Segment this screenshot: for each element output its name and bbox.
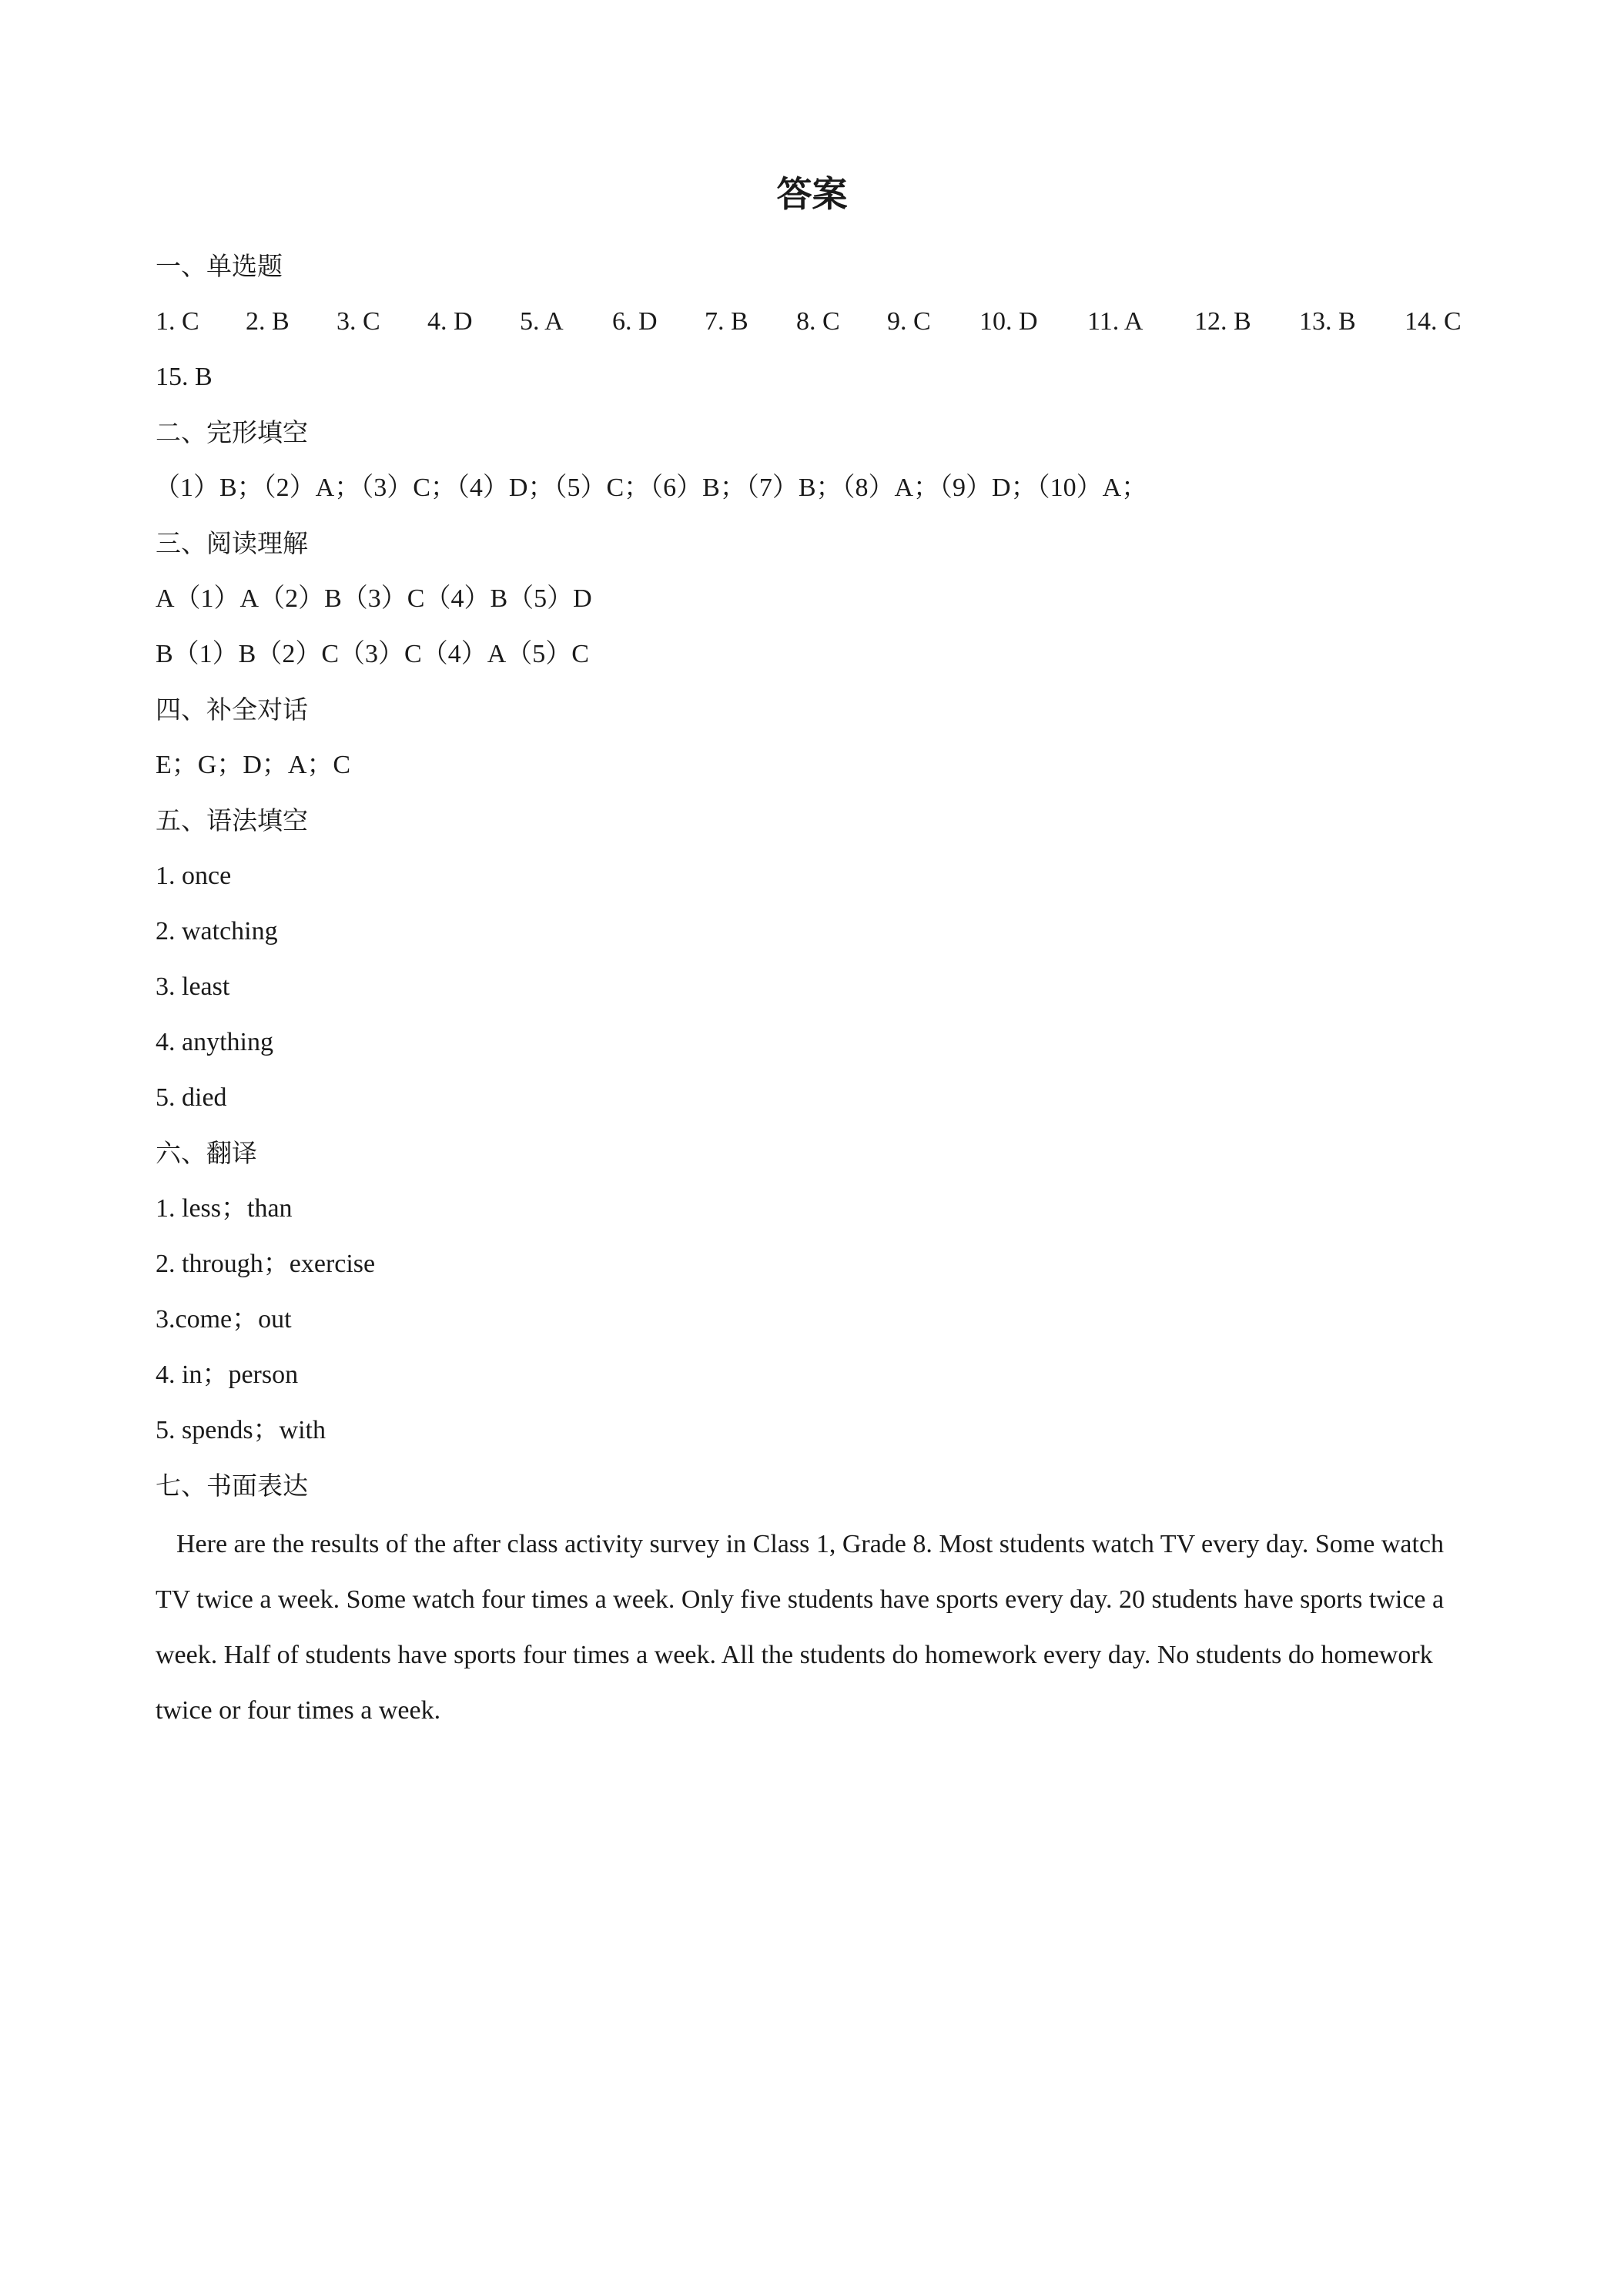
answer-item: 15. B — [156, 363, 213, 391]
section-heading-cloze: 二、完形填空 — [156, 417, 308, 447]
answer-item: 8. C — [796, 307, 840, 336]
answer-item: 10. D — [979, 307, 1038, 336]
translation-answer: 5. spends；with — [156, 1416, 326, 1444]
section-heading-translation: 六、翻译 — [156, 1138, 257, 1168]
answer-item: 1. C — [156, 307, 199, 336]
reading-answers-b: B（1）B（2）C（3）C（4）A（5）C — [156, 640, 589, 668]
page-title: 答案 — [776, 173, 848, 215]
translation-answer: 2. through；exercise — [156, 1250, 376, 1278]
answer-item: 5. A — [520, 307, 564, 336]
single-choice-answers-row — [156, 305, 1480, 339]
section-heading-reading: 三、阅读理解 — [156, 528, 308, 558]
translation-answer: 1. less；than — [156, 1194, 293, 1223]
section-heading-single-choice: 一、单选题 — [156, 251, 283, 281]
grammar-answer: 5. died — [156, 1083, 227, 1112]
grammar-answer: 4. anything — [156, 1028, 273, 1056]
answer-item: 11. A — [1087, 307, 1143, 336]
section-heading-dialogue: 四、补全对话 — [156, 694, 308, 725]
answer-item: 3. C — [337, 307, 380, 336]
section-heading-writing: 七、书面表达 — [156, 1471, 308, 1501]
grammar-answer: 2. watching — [156, 917, 278, 946]
grammar-answer: 1. once — [156, 862, 232, 890]
translation-answer: 4. in；person — [156, 1361, 299, 1389]
answer-item: 14. C — [1405, 307, 1462, 336]
answer-item: 12. B — [1194, 307, 1251, 336]
answer-item: 2. B — [246, 307, 290, 336]
dialogue-answers: E；G；D；A；C — [156, 751, 351, 779]
translation-answer: 3.come；out — [156, 1305, 292, 1334]
answer-item: 9. C — [887, 307, 931, 336]
answer-item: 6. D — [612, 307, 658, 336]
answer-item: 4. D — [427, 307, 473, 336]
grammar-answer: 3. least — [156, 972, 230, 1001]
section-heading-grammar: 五、语法填空 — [156, 805, 308, 835]
cloze-answers: （1）B；（2）A；（3）C；（4）D；（5）C；（6）B；（7）B；（8）A；（9）D；（10）A； — [154, 474, 1148, 502]
answer-item: 7. B — [705, 307, 748, 336]
writing-sample-essay: Here are the results of the after class activity survey in Class 1, Grade 8. Most students watch TV every day. Some watch TV twice a week. Some watch four times a week. Only five students have sports every day. 20 students have sports twice a week. Half of students have sports four times a week. All the students do homework every day. No students do homework twice or four times a week. — [156, 1530, 1445, 1725]
reading-answers-a: A（1）A（2）B（3）C（4）B（5）D — [156, 584, 592, 613]
answer-item: 13. B — [1299, 307, 1356, 336]
